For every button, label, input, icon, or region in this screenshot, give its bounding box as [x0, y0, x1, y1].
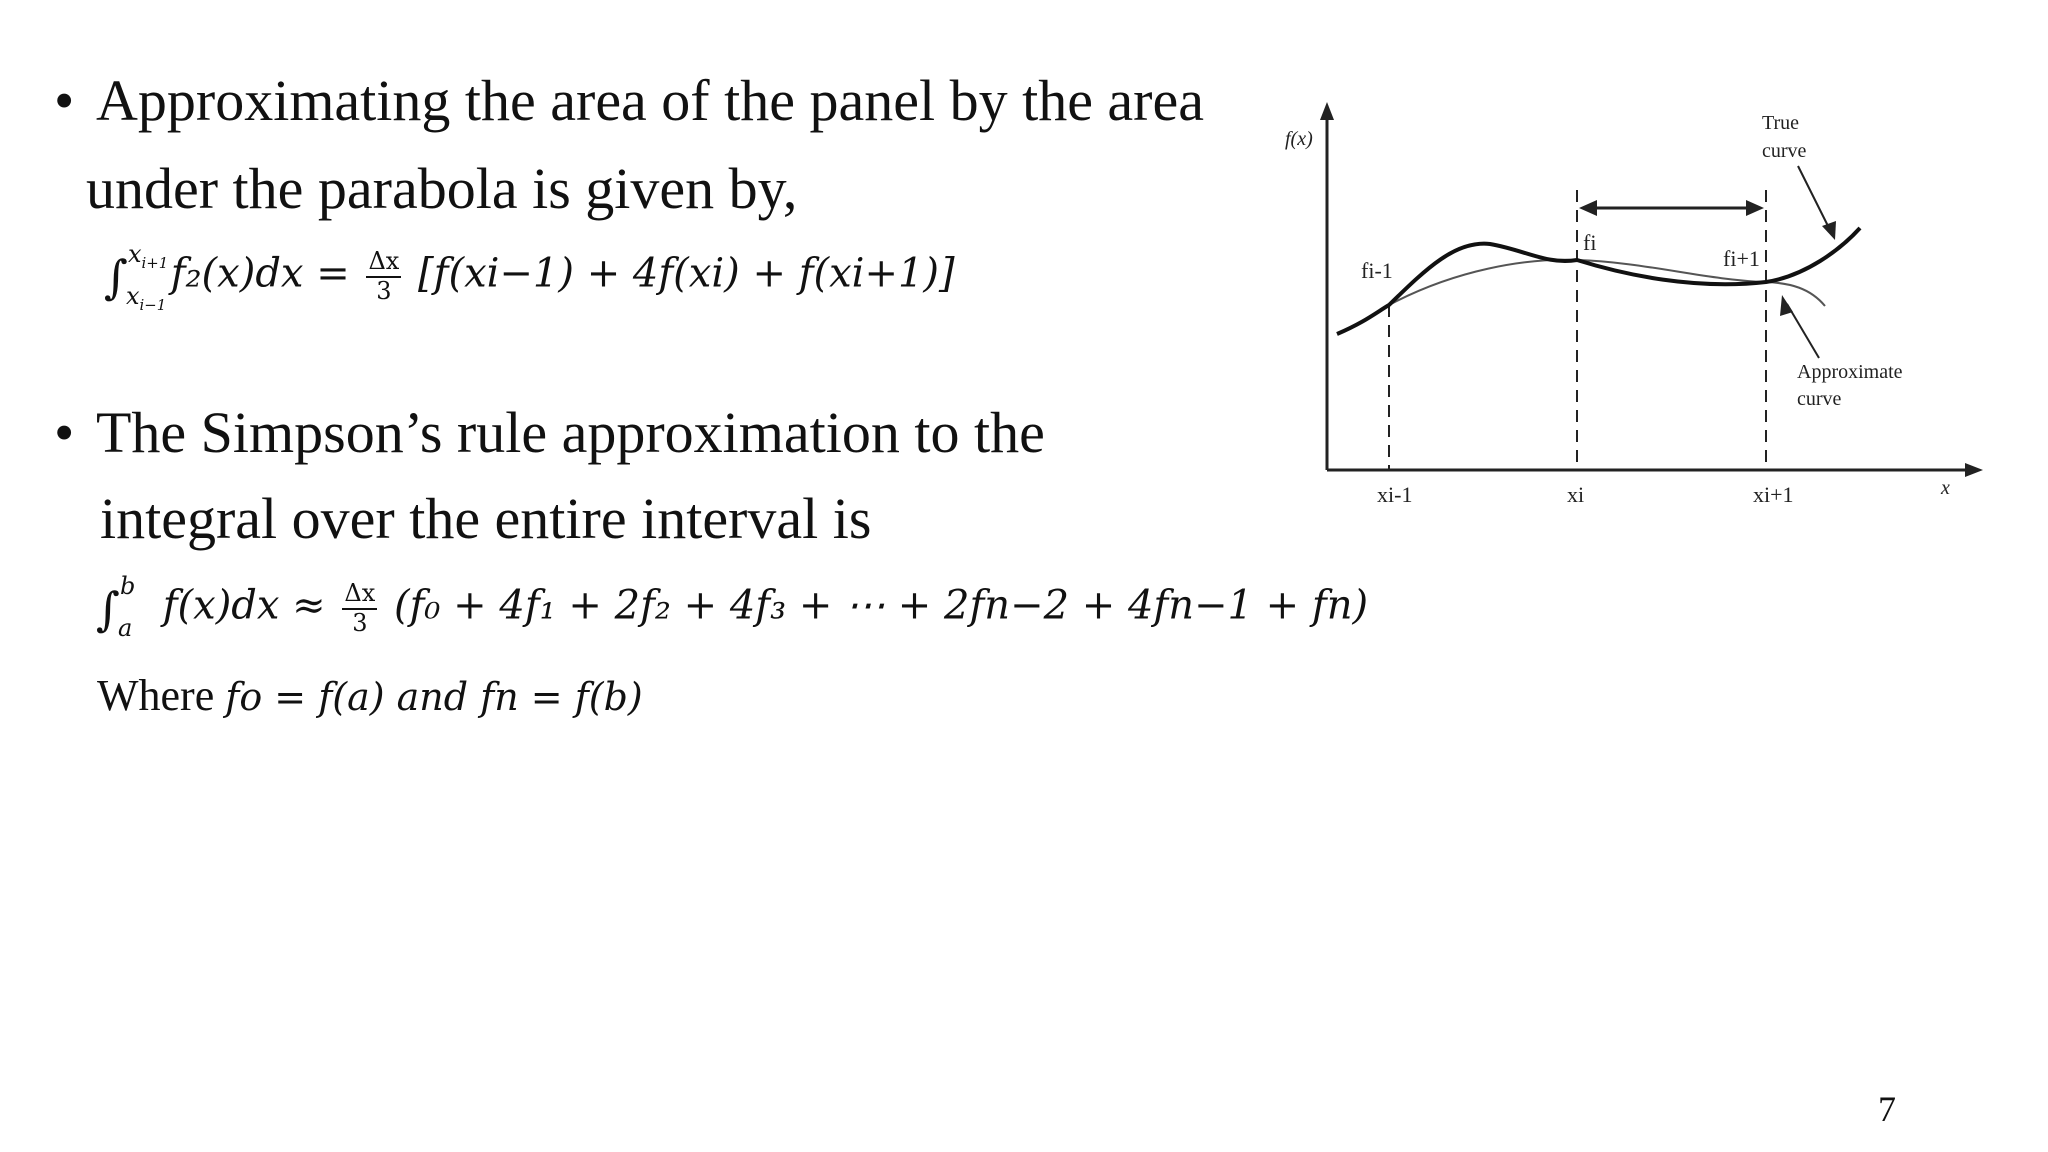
bullet-2-line-2: integral over the entire interval is	[100, 486, 872, 551]
bullet-1-text-1: Approximating the area of the panel by the area	[96, 68, 1204, 133]
x-axis-label: x	[1941, 477, 1950, 499]
interval-arrow-left-head	[1579, 200, 1597, 216]
simpson-diagram	[1265, 90, 1985, 530]
true-curve-label-2: curve	[1762, 140, 1807, 162]
simpson-rule-formula	[96, 571, 1369, 642]
approx-curve-label-1: Approximate	[1797, 361, 1903, 383]
y-axis-label: f(x)	[1285, 128, 1313, 150]
bullet-2-line-1	[54, 400, 1045, 465]
bullet-dot: •	[54, 400, 75, 465]
bullet-dot: •	[54, 68, 75, 133]
formula2-rhs: (f₀ + 4f₁ + 2f₂ + 4f₃ + ⋯ + 2fn−2 + 4fn−1 + fn)	[394, 582, 1369, 629]
interval-arrow-right-head	[1746, 200, 1764, 216]
formula1-fraction: $\frac{\Delta x}{3}$	[368, 247, 400, 305]
formula2-fraction: $\frac{\Delta x}{3}$	[344, 579, 376, 637]
integral-sign: ∫ $x_{i+1}$ $x_{i-1}$	[104, 239, 169, 314]
true-curve-pointer-head	[1822, 221, 1836, 240]
label-fi-1: fi-1	[1361, 258, 1393, 283]
bullet-1-line-1	[54, 68, 1204, 133]
tick-xi: xi	[1567, 482, 1585, 507]
where-label: Where	[97, 671, 215, 720]
formula1-rhs: [f(xi−1) + 4f(xi) + f(xi+1)]	[418, 250, 955, 297]
true-curve	[1337, 228, 1860, 334]
formula2-integrand: f(x)dx ≈	[162, 582, 326, 629]
page-number: 7	[1878, 1089, 1896, 1129]
tick-xi-1: xi-1	[1377, 482, 1413, 507]
label-fi: fi	[1583, 230, 1597, 255]
bullet-1-line-2: under the parabola is given by,	[86, 156, 798, 221]
true-curve-pointer	[1798, 166, 1831, 232]
panel-area-formula	[104, 239, 955, 314]
endpoint-definitions: fo = f(a) and fn = f(b)	[225, 675, 643, 719]
integral-sign: ∫ b a	[96, 571, 136, 642]
tick-xi+1: xi+1	[1753, 482, 1794, 507]
true-curve-label-1: True	[1762, 112, 1800, 134]
y-axis-arrow	[1320, 102, 1334, 120]
bullet-2-text-1: The Simpson’s rule approximation to the	[96, 400, 1045, 465]
formula1-integrand: f₂(x)dx =	[170, 250, 350, 297]
label-fi+1: fi+1	[1723, 246, 1760, 271]
approx-curve-label-2: curve	[1797, 388, 1842, 410]
approx-curve-pointer-head	[1780, 295, 1793, 316]
x-axis-arrow	[1965, 463, 1983, 477]
where-line	[97, 670, 643, 721]
